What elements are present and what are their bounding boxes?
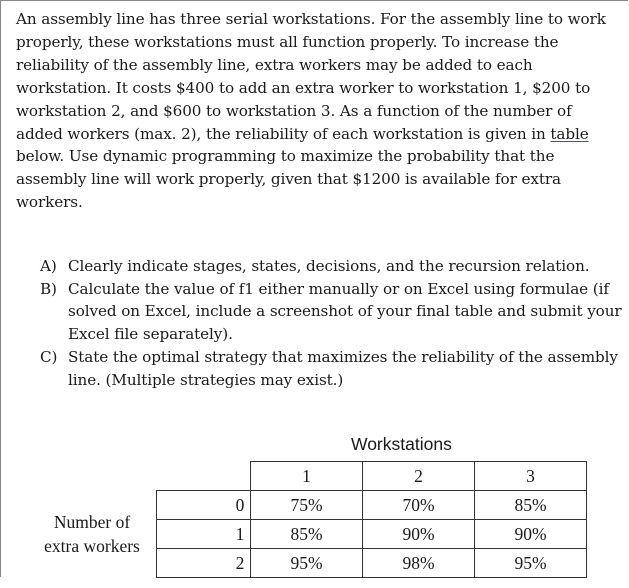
intro-line: properly, these workstations must all function properly. To increase the (16, 32, 559, 51)
column-header: 2 (363, 462, 475, 491)
part-a (40, 255, 625, 278)
intro-line: below. Use dynamic programming to maximize the probability that the (16, 147, 555, 166)
part-line: Calculate the value of f1 either manually or on Excel using formulae (if (68, 279, 609, 298)
table-cell: 85% (475, 491, 587, 520)
table-row (157, 491, 587, 520)
table-cell: 70% (363, 491, 475, 520)
table-link[interactable]: table (550, 124, 589, 143)
part-letter: A) (40, 257, 57, 275)
extra-workers-label (30, 510, 154, 558)
part-b (40, 278, 625, 346)
corner-cell (157, 462, 251, 491)
table-cell: 95% (251, 549, 363, 578)
question-parts (40, 255, 625, 391)
row-header-value: 2 (235, 552, 245, 573)
table-row (157, 520, 587, 549)
row-label-line: extra workers (44, 536, 140, 556)
column-header: 3 (475, 462, 587, 491)
intro-line: workstation 2, and $600 to workstation 3. As a function of the number of (16, 101, 572, 120)
part-line: State the optimal strategy that maximizes the reliability of the assembly (68, 347, 618, 366)
table-header-row (157, 462, 587, 491)
row-header (157, 549, 251, 578)
table-cell: 90% (475, 520, 587, 549)
intro-line-text: added workers (max. 2), the reliability of each workstation is given in (16, 124, 546, 143)
table-row (157, 549, 587, 578)
part-letter: B) (40, 279, 57, 298)
table-cell: 85% (251, 520, 363, 549)
intro-line: An assembly line has three serial workstations. For the assembly line to work (16, 10, 606, 28)
intro-line: assembly line will work properly, given that $1200 is available for extra (16, 170, 561, 189)
intro-line-with-link (16, 123, 616, 146)
column-header: 1 (251, 462, 363, 491)
part-c (40, 346, 625, 391)
table-cell: 95% (475, 549, 587, 578)
workstations-header: Workstations (351, 434, 452, 454)
row-header (157, 491, 251, 520)
part-line: solved on Excel, include a screenshot of your final table and submit your (68, 302, 622, 321)
intro-line: workstation. It costs $400 to add an extra worker to workstation 1, $200 to (16, 78, 591, 97)
row-header (157, 520, 251, 549)
table-cell: 75% (251, 491, 363, 520)
part-line: line. (Multiple strategies may exist.) (68, 370, 344, 389)
reliability-table (156, 461, 587, 578)
intro-line: workers. (16, 193, 83, 212)
row-header-value: 0 (235, 494, 245, 515)
row-header-value: 1 (235, 523, 245, 544)
part-line: Excel file separately). (68, 325, 233, 344)
row-label-line: Number of (53, 512, 131, 532)
table-cell: 90% (363, 520, 475, 549)
part-line: Clearly indicate stages, states, decisions, and the recursion relation. (68, 257, 590, 275)
intro-line: reliability of the assembly line, extra workers may be added to each (16, 55, 533, 74)
table-cell: 98% (363, 549, 475, 578)
part-letter: C) (40, 347, 58, 366)
problem-statement (16, 8, 616, 214)
